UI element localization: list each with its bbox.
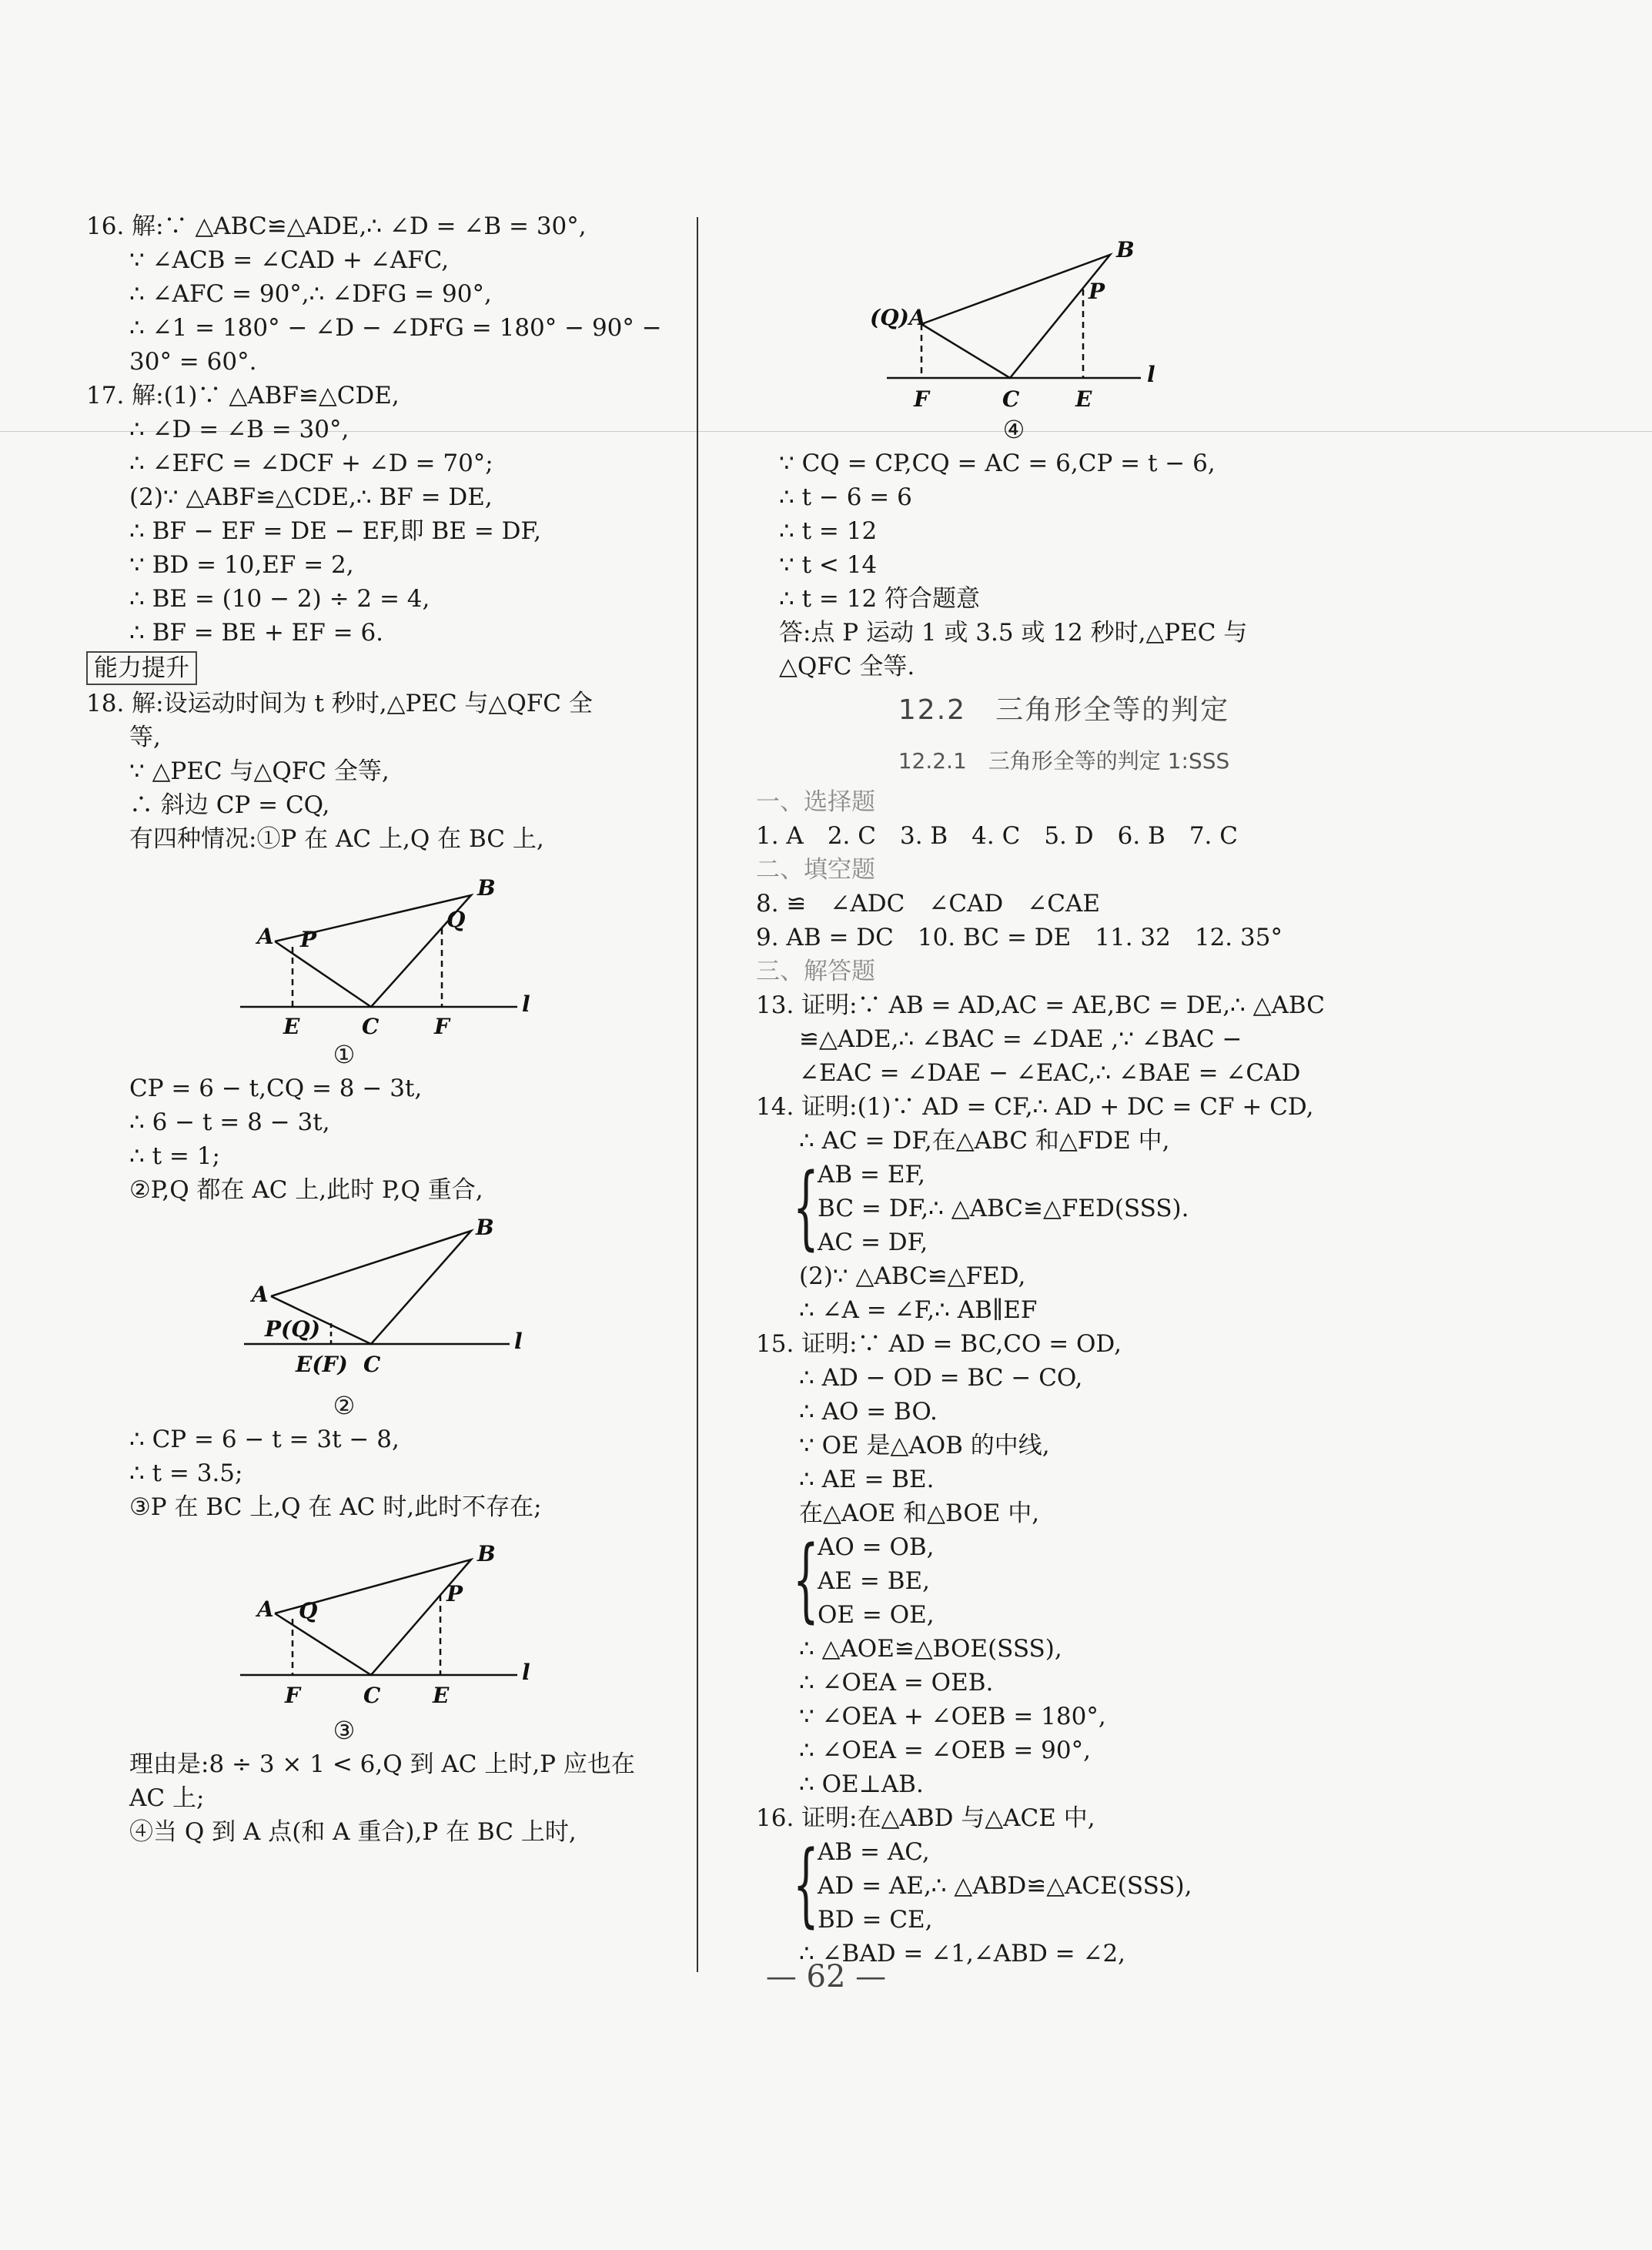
label-c: C (363, 1352, 381, 1377)
label-c: C (363, 1683, 381, 1708)
text-line: ∴ AC = DF,在△ABC 和△FDE 中, (799, 1127, 1170, 1155)
text-line: 30° = 60°. (129, 348, 257, 376)
text-line: 18. 解:设运动时间为 t 秒时,△PEC 与△QFC 全 (86, 690, 593, 717)
left-column (86, 209, 687, 1849)
label-l: l (514, 1329, 523, 1354)
text-line: AB = AC, (818, 1838, 930, 1866)
text-line: ②P,Q 都在 AC 上,此时 P,Q 重合, (129, 1176, 483, 1204)
text-line: (2)∵ △ABF≌△CDE,∴ BF = DE, (129, 483, 493, 511)
text-line: ∵ BD = 10,EF = 2, (129, 551, 354, 579)
text-line: ∴ ∠AFC = 90°,∴ ∠DFG = 90°, (129, 280, 492, 308)
label-e: E (433, 1683, 450, 1708)
text-line: BC = DF,∴ △ABC≌△FED(SSS). (818, 1195, 1189, 1222)
text-line: ∴ t = 3.5; (129, 1459, 243, 1487)
text-line: ≌△ADE,∴ ∠BAC = ∠DAE ,∵ ∠BAC − (799, 1025, 1242, 1053)
text-line: 14. 证明:(1)∵ AD = CF,∴ AD + DC = CF + CD, (756, 1093, 1314, 1121)
text-line: 等, (129, 724, 161, 751)
text-line: OE = OE, (818, 1601, 935, 1629)
text-line: ∴ CP = 6 − t = 3t − 8, (129, 1426, 400, 1453)
text-line: ∴ AE = BE. (799, 1466, 935, 1493)
text-line: 15. 证明:∵ AD = BC,CO = OD, (756, 1330, 1122, 1358)
left-brace: { (793, 1153, 819, 1259)
figure-3-label: ③ (333, 1716, 356, 1745)
text-line: 在△AOE 和△BOE 中, (799, 1499, 1040, 1527)
text-line: 13. 证明:∵ AB = AD,AC = AE,BC = DE,∴ △ABC (756, 991, 1325, 1019)
label-a: A (257, 924, 274, 949)
q15-proof (756, 1327, 1372, 1801)
label-l: l (522, 1660, 530, 1685)
section-head-solve: 三、解答题 (756, 958, 875, 985)
text-line: ∴ ∠EFC = ∠DCF + ∠D = 70°; (129, 450, 493, 477)
figure-3 (86, 1529, 687, 1713)
text-line: CP = 6 − t,CQ = 8 − 3t, (129, 1075, 423, 1102)
text-line: ∴ ∠A = ∠F,∴ AB∥EF (799, 1296, 1038, 1324)
text-line: ∴ 6 − t = 8 − 3t, (129, 1108, 330, 1136)
text-line: ∵ △PEC 与△QFC 全等, (129, 757, 390, 785)
label-f: F (434, 1014, 450, 1038)
q18-solution (86, 687, 687, 1849)
label-p: P (300, 927, 317, 952)
label-f: F (914, 386, 929, 412)
q18-case4 (756, 446, 1372, 684)
label-q: Q (299, 1598, 318, 1623)
text-line: ∴ t = 12 符合题意 (779, 585, 981, 613)
label-b: B (477, 1541, 496, 1566)
condition-brace (756, 1830, 1372, 1937)
q17-solution (86, 379, 687, 650)
label-p: P (1089, 279, 1105, 304)
condition-brace (756, 1526, 1372, 1632)
column-divider (697, 217, 698, 1972)
text-line: ∴ t = 1; (129, 1142, 220, 1170)
label-c: C (1002, 386, 1020, 412)
label-p: P (446, 1581, 463, 1606)
text-line: ∴ ∠1 = 180° − ∠D − ∠DFG = 180° − 90° − (129, 314, 662, 342)
label-l: l (1147, 362, 1155, 387)
text-line: ∵ OE 是△AOB 的中线, (799, 1432, 1050, 1459)
label-e: E (1075, 386, 1092, 412)
text-line: ∴ AD − OD = BC − CO, (799, 1364, 1083, 1392)
text-line: ∴ AO = BO. (799, 1398, 938, 1426)
text-line: ∴ 斜边 CP = CQ, (129, 791, 330, 819)
text-line: △QFC 全等. (779, 653, 915, 680)
text-line: 16. 解:∵ △ABC≌△ADE,∴ ∠D = ∠B = 30°, (86, 212, 587, 240)
text-line: ∠EAC = ∠DAE − ∠EAC,∴ ∠BAE = ∠CAD (799, 1059, 1301, 1087)
section-head-fill: 二、填空题 (756, 856, 875, 884)
figure-1 (86, 861, 687, 1038)
text-line: ∴ BF − EF = DE − EF,即 BE = DF, (129, 517, 542, 545)
q14-proof (756, 1090, 1372, 1327)
right-column (756, 223, 1372, 1971)
page-number: — 62 — (765, 1959, 887, 1994)
text-line: ∴ BE = (10 − 2) ÷ 2 = 4, (129, 585, 430, 613)
condition-brace (756, 1153, 1372, 1259)
label-q: Q (446, 907, 466, 932)
q16-solution (86, 209, 687, 379)
label-a: A (252, 1282, 269, 1307)
label-b: B (1116, 237, 1135, 262)
text-line: 答:点 P 运动 1 或 3.5 或 12 秒时,△PEC 与 (779, 619, 1248, 647)
text-line: AO = OB, (818, 1533, 935, 1561)
ability-badge: 能力提升 (86, 651, 197, 685)
text-line: AE = BE, (818, 1567, 930, 1595)
text-line: ∴ t − 6 = 6 (779, 483, 912, 511)
text-line: AC = DF, (818, 1229, 928, 1256)
text-line: ∴ ∠BAD = ∠1,∠ABD = ∠2, (799, 1940, 1126, 1967)
text-line: ∵ t < 14 (779, 551, 878, 579)
left-brace: { (793, 1526, 819, 1632)
text-line: AB = EF, (818, 1161, 926, 1189)
text-line: 有四种情况:①P 在 AC 上,Q 在 BC 上, (129, 825, 544, 853)
fill-answers: 8. ≌ ∠ADC ∠CAD ∠CAE (756, 890, 1100, 918)
label-l: l (522, 991, 530, 1017)
text-line: ∴ ∠OEA = ∠OEB = 90°, (799, 1737, 1091, 1764)
text-line: ∴ t = 12 (779, 517, 878, 545)
label-pq: P(Q) (265, 1316, 320, 1342)
text-line: AC 上; (129, 1784, 205, 1812)
text-line: ④当 Q 到 A 点(和 A 重合),P 在 BC 上时, (129, 1818, 577, 1846)
figure-4-label: ④ (1002, 415, 1025, 444)
text-line: 理由是:8 ÷ 3 × 1 < 6,Q 到 AC 上时,P 应也在 (129, 1750, 635, 1778)
label-b: B (477, 875, 496, 901)
text-line: AD = AE,∴ △ABD≌△ACE(SSS), (818, 1872, 1192, 1900)
text-line: ∴ BF = BE + EF = 6. (129, 619, 384, 647)
text-line: ∴ ∠D = ∠B = 30°, (129, 416, 349, 443)
text-line: ③P 在 BC 上,Q 在 AC 时,此时不存在; (129, 1493, 542, 1521)
q13-proof (756, 988, 1372, 1090)
fill-answers: 9. AB = DC 10. BC = DE 11. 32 12. 35° (756, 924, 1282, 951)
text-line: 17. 解:(1)∵ △ABF≌△CDE, (86, 382, 400, 410)
text-line: ∵ CQ = CP,CQ = AC = 6,CP = t − 6, (779, 450, 1216, 477)
left-brace: { (793, 1830, 819, 1937)
figure-4 (756, 228, 1372, 413)
text-line: BD = CE, (818, 1906, 933, 1934)
text-line: 16. 证明:在△ABD 与△ACE 中, (756, 1804, 1095, 1832)
figure-2-label: ② (333, 1391, 356, 1420)
label-f: F (285, 1683, 300, 1708)
label-b: B (476, 1215, 494, 1240)
subsection-title: 12.2.1 三角形全等的判定 1:SSS (898, 748, 1230, 774)
section-title: 12.2 三角形全等的判定 (898, 694, 1230, 726)
section-head-choice: 一、选择题 (756, 788, 875, 816)
text-line: ∴ OE⊥AB. (799, 1770, 924, 1798)
text-line: ∵ ∠ACB = ∠CAD + ∠AFC, (129, 246, 450, 274)
text-line: ∴ △AOE≌△BOE(SSS), (799, 1635, 1062, 1663)
text-line: (2)∵ △ABC≌△FED, (799, 1262, 1026, 1290)
figure-1-label: ① (333, 1040, 356, 1069)
label-e: E (283, 1014, 300, 1038)
label-qa: (Q)A (870, 305, 926, 330)
triangle-abc (921, 255, 1110, 378)
text-line: ∴ ∠OEA = OEB. (799, 1669, 994, 1697)
label-a: A (257, 1596, 274, 1622)
label-c: C (362, 1014, 380, 1038)
label-ef: E(F) (296, 1352, 348, 1377)
choice-answers: 1. A 2. C 3. B 4. C 5. D 6. B 7. C (756, 822, 1238, 850)
text-line: ∵ ∠OEA + ∠OEB = 180°, (799, 1703, 1106, 1730)
figure-2 (86, 1212, 687, 1389)
q16-proof (756, 1801, 1372, 1971)
